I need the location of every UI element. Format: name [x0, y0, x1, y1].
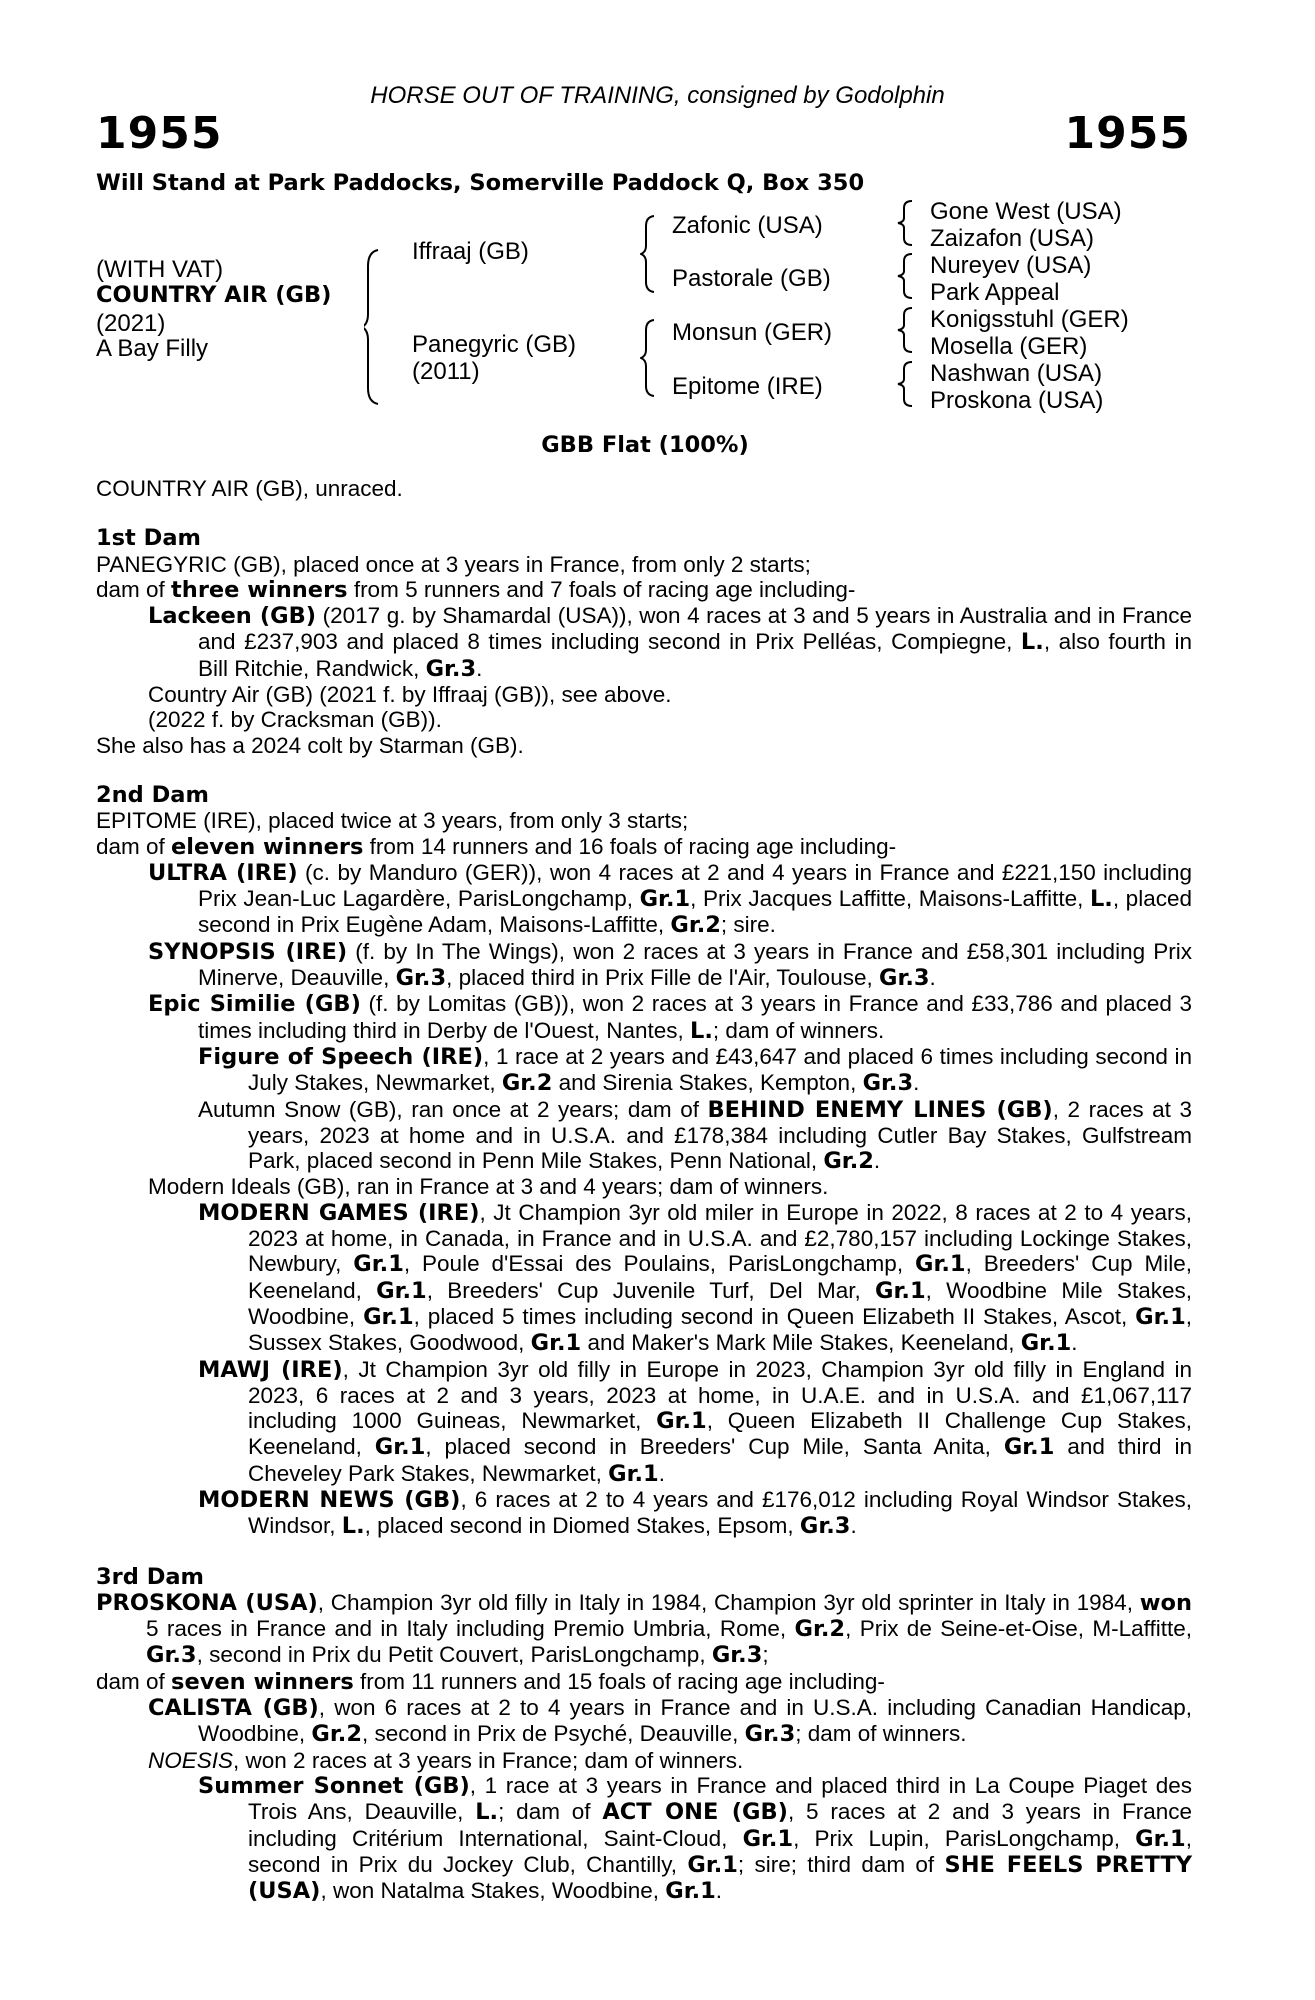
- brace-gen3-1: [896, 198, 916, 248]
- progeny-entry: MODERN GAMES (IRE), Jt Champion 3yr old miler in Europe in 2022, 8 races at 2 to 4 years, 2023 at home, in Canada, in France and in U.S.A. and £2,780,157 including Lockinge Stakes, Newbury, Gr.1, Poule d'Essai des Poulains, ParisLongchamp, Gr.1, Breeders' Cup Mile, Keeneland, Gr.1, Breeders' Cup Juvenile Turf, Del Mar, Gr.1, Woodbine Mile Stakes, Woodbine, Gr.1, placed 5 times including second in Queen Elizabeth II Stakes, Ascot, Gr.1, Sussex Stakes, Goodwood, Gr.1 and Maker's Mark Mile Stakes, Keeneland, Gr.1.: [198, 1199, 1192, 1357]
- first-dam-note: She also has a 2024 colt by Starman (GB).: [96, 732, 524, 758]
- progeny-entry: MODERN NEWS (GB), 6 races at 2 to 4 years and £176,012 including Royal Windsor Stakes, Windsor, L., placed second in Diomed Stakes, Epsom, Gr.3.: [198, 1486, 1192, 1540]
- horse-year: (2021): [96, 310, 166, 337]
- sire-name: Iffraaj (GB): [412, 238, 529, 265]
- intro-line: COUNTRY AIR (GB), unraced.: [96, 476, 403, 501]
- progeny-entry: Lackeen (GB) (2017 g. by Shamardal (USA)), won 4 races at 3 and 5 years in Australia and in France and £237,903 and placed 8 times including second in Prix Pelléas, Compiegne, L., also fourth in Bill Ritchie, Randwick, Gr.3.: [148, 603, 1192, 682]
- progeny-entry: MAWJ (IRE), Jt Champion 3yr old filly in Europe in 2023, Champion 3yr old filly in England in 2023, 6 races at 2 and 3 years, 2023 at home, in U.A.E. and in U.S.A. and £1,067,117 including 1000 Guineas, Newmarket, Gr.1, Queen Elizabeth II Challenge Cup Stakes, Keeneland, Gr.1, placed second in Breeders' Cup Mile, Santa Anita, Gr.1 and third in Cheveley Park Stakes, Newmarket, Gr.1.: [198, 1356, 1193, 1487]
- horse-vat: (WITH VAT): [96, 256, 224, 283]
- first-dam-heading: 1st Dam: [96, 525, 201, 552]
- progeny-entry: Country Air (GB) (2021 f. by Iffraaj (GB)), see above.: [148, 682, 672, 708]
- pedigree-brace-dam: [640, 316, 660, 400]
- progeny-entry: Summer Sonnet (GB), 1 race at 3 years in France and placed third in La Coupe Piaget des Trois Ans, Deauville, L.; dam of ACT ONE (GB), 5 races at 2 and 3 years in France including Critérium International, Saint-Cloud, Gr.1, Prix Lupin, ParisLongchamp, Gr.1, second in Prix du Jockey Club, Chantilly, Gr.1; sire; third dam of SHE FEELS PRETTY (USA), won Natalma Stakes, Woodbine, Gr.1.: [198, 1772, 1193, 1905]
- gen3-dam-sire-dam: Mosella (GER): [930, 333, 1088, 360]
- sire-dam: Pastorale (GB): [672, 265, 831, 292]
- gen3-sire-dam-sire: Nureyev (USA): [930, 252, 1092, 279]
- dam-year: (2011): [412, 358, 480, 385]
- lot-number-right: 1955: [1064, 108, 1191, 159]
- progeny-entry: NOESIS, won 2 races at 3 years in France; dam of winners.: [148, 1747, 744, 1773]
- first-dam-summary: dam of three winners from 5 runners and 7 foals of racing age including-: [96, 576, 856, 603]
- progeny-entry: Modern Ideals (GB), ran in France at 3 and 4 years; dam of winners.: [148, 1174, 829, 1200]
- progeny-entry: (2022 f. by Cracksman (GB)).: [148, 707, 442, 733]
- progeny-entry: CALISTA (GB), won 6 races at 2 to 4 years in France and in U.S.A. including Canadian Handicap, Woodbine, Gr.2, second in Prix de Psyché, Deauville, Gr.3; dam of winners.: [148, 1695, 1192, 1748]
- brace-gen3-3: [896, 305, 916, 355]
- progeny-entry: Autumn Snow (GB), ran once at 2 years; dam of BEHIND ENEMY LINES (GB), 2 races at 3 years, 2023 at home and in U.S.A. and £178,384 including Cutler Bay Stakes, Gulfstream Park, placed second in Penn Mile Stakes, Penn National, Gr.2.: [198, 1096, 1192, 1175]
- second-dam-summary: dam of eleven winners from 14 runners and 16 foals of racing age including-: [96, 833, 897, 860]
- third-dam-summary: dam of seven winners from 11 runners and 15 foals of racing age including-: [96, 1668, 885, 1695]
- second-dam-line: EPITOME (IRE), placed twice at 3 years, from only 3 starts;: [96, 808, 689, 834]
- stand-location: Will Stand at Park Paddocks, Somerville Paddock Q, Box 350: [96, 170, 865, 196]
- pedigree-brace-main: [364, 246, 386, 408]
- gen3-sire-sire-sire: Gone West (USA): [930, 198, 1122, 225]
- dam-name: Panegyric (GB): [412, 331, 577, 358]
- consignor-header: HORSE OUT OF TRAINING, consigned by Godolphin: [370, 82, 945, 109]
- first-dam-line: PANEGYRIC (GB), placed once at 3 years in France, from only 2 starts;: [96, 551, 811, 577]
- third-dam-line: PROSKONA (USA), Champion 3yr old filly in Italy in 1984, Champion 3yr old sprinter in Italy in 1984, won 5 races in France and in Italy including Premio Umbria, Rome, Gr.2, Prix de Seine-et-Oise, M-Laffitte, Gr.3, second in Prix du Petit Couvert, ParisLongchamp, Gr.3;: [96, 1589, 1192, 1669]
- gbb-rating: GBB Flat (100%): [541, 432, 749, 458]
- horse-description: A Bay Filly: [96, 335, 209, 362]
- progeny-entry: SYNOPSIS (IRE) (f. by In The Wings), won 2 races at 3 years in France and £58,301 including Prix Minerve, Deauville, Gr.3, placed third in Prix Fille de l'Air, Toulouse, Gr.3.: [148, 938, 1192, 992]
- pedigree-brace-sire: [640, 212, 660, 296]
- dam-sire: Monsun (GER): [672, 319, 833, 346]
- sire-sire: Zafonic (USA): [672, 212, 823, 239]
- lot-number-left: 1955: [96, 108, 223, 159]
- gen3-dam-sire-sire: Konigsstuhl (GER): [930, 306, 1129, 333]
- gen3-sire-dam-dam: Park Appeal: [930, 279, 1060, 306]
- gen3-dam-dam-dam: Proskona (USA): [930, 387, 1104, 414]
- progeny-entry: Epic Similie (GB) (f. by Lomitas (GB)), won 2 races at 3 years in France and £33,786 and placed 3 times including third in Derby de l'Ouest, Nantes, L.; dam of winners.: [148, 991, 1192, 1044]
- brace-gen3-4: [896, 359, 916, 409]
- brace-gen3-2: [896, 251, 916, 301]
- third-dam-heading: 3rd Dam: [96, 1563, 204, 1590]
- gen3-sire-sire-dam: Zaizafon (USA): [930, 225, 1095, 252]
- second-dam-heading: 2nd Dam: [96, 781, 209, 808]
- progeny-entry: ULTRA (IRE) (c. by Manduro (GER)), won 4 races at 2 and 4 years in France and £221,150 including Prix Jean-Luc Lagardère, ParisLongchamp, Gr.1, Prix Jacques Laffitte, Maisons-Laffitte, L., placed second in Prix Eugène Adam, Maisons-Laffitte, Gr.2; sire.: [148, 859, 1192, 939]
- progeny-entry: Figure of Speech (IRE), 1 race at 2 years and £43,647 and placed 6 times including second in July Stakes, Newmarket, Gr.2 and Sirenia Stakes, Kempton, Gr.3.: [198, 1043, 1192, 1097]
- dam-dam: Epitome (IRE): [672, 373, 823, 400]
- gen3-dam-dam-sire: Nashwan (USA): [930, 360, 1103, 387]
- catalogue-body: [96, 476, 1192, 1904]
- horse-name: COUNTRY AIR (GB): [96, 282, 332, 308]
